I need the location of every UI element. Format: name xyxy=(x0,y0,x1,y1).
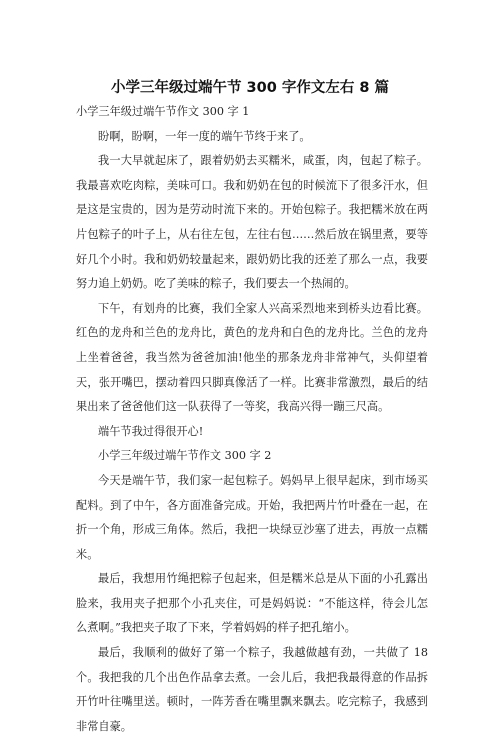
page-title: 小学三年级过端午节 300 字作文左右 8 篇 xyxy=(110,80,390,96)
paragraph: 下午，有划舟的比赛，我们全家人兴高采烈地来到桥头边看比赛。红色的龙舟和兰色的龙舟比，黄色的龙舟和白色的龙舟比。兰色的龙舟上坐着爸爸，我当然为爸爸加油!他坐的那条龙舟非常神气，头仰望着天，张开嘴巴，摆动着四只脚真像活了一样。比赛非常激烈，最后的结果出来了爸爸他们这一队获得了一等奖，我高兴得一蹦三尺高。 xyxy=(76,301,428,414)
paragraph: 端午节我过得很开心! xyxy=(98,424,204,438)
paragraph: 我一大早就起床了，跟着奶奶去买糯米，咸蛋，肉，包起了粽子。我最喜欢吃肉粽，美味可口。我和奶奶在包的时候流下了很多汗水，但是这是宝贵的，因为是劳动时流下来的。开始包粽子。我把糯米放在两片包粽子的叶子上，从右往左包，左往右包……然后放在锅里煮，要等好几个小时。我和奶奶较量起来，跟奶奶比我的还差了那么一点，我要努力追上奶奶。吃了美味的粽子，我们要去一个热闹的。 xyxy=(76,154,428,291)
paragraph: 最后，我顺利的做好了第一个粽子，我越做越有劲，一共做了 18 个。我把我的几个出色作品拿去煮。一会儿后，我把我最得意的作品拆开竹叶往嘴里送。顿时，一阵芳香在嘴里飘来飘去。吃完粽子，我感到非常自豪。 xyxy=(76,646,428,733)
section-heading: 小学三年级过端午节作文 300 字 2 xyxy=(98,449,272,463)
section-heading: 小学三年级过端午节作文 300 字 1 xyxy=(76,105,250,118)
article-body xyxy=(76,100,428,739)
paragraph: 盼啊，盼啊，一年一度的端午节终于来了。 xyxy=(98,129,311,143)
paragraph: 最后，我想用竹绳把粽子包起来，但是糯米总是从下面的小孔露出脸来，我用夹子把那个小孔夹住，可是妈妈说：“不能这样，待会儿怎么煮啊。”我把夹子取了下来，学着妈妈的样子把孔缩小。 xyxy=(76,572,428,635)
paragraph: 今天是端午节，我们家一起包粽子。妈妈早上很早起床，到市场买配料。到了中午，各方面准备完成。开始，我把两片竹叶叠在一起，在折一个角，形成三角体。然后，我把一块绿豆沙塞了进去，再放一点糯米。 xyxy=(76,473,428,561)
